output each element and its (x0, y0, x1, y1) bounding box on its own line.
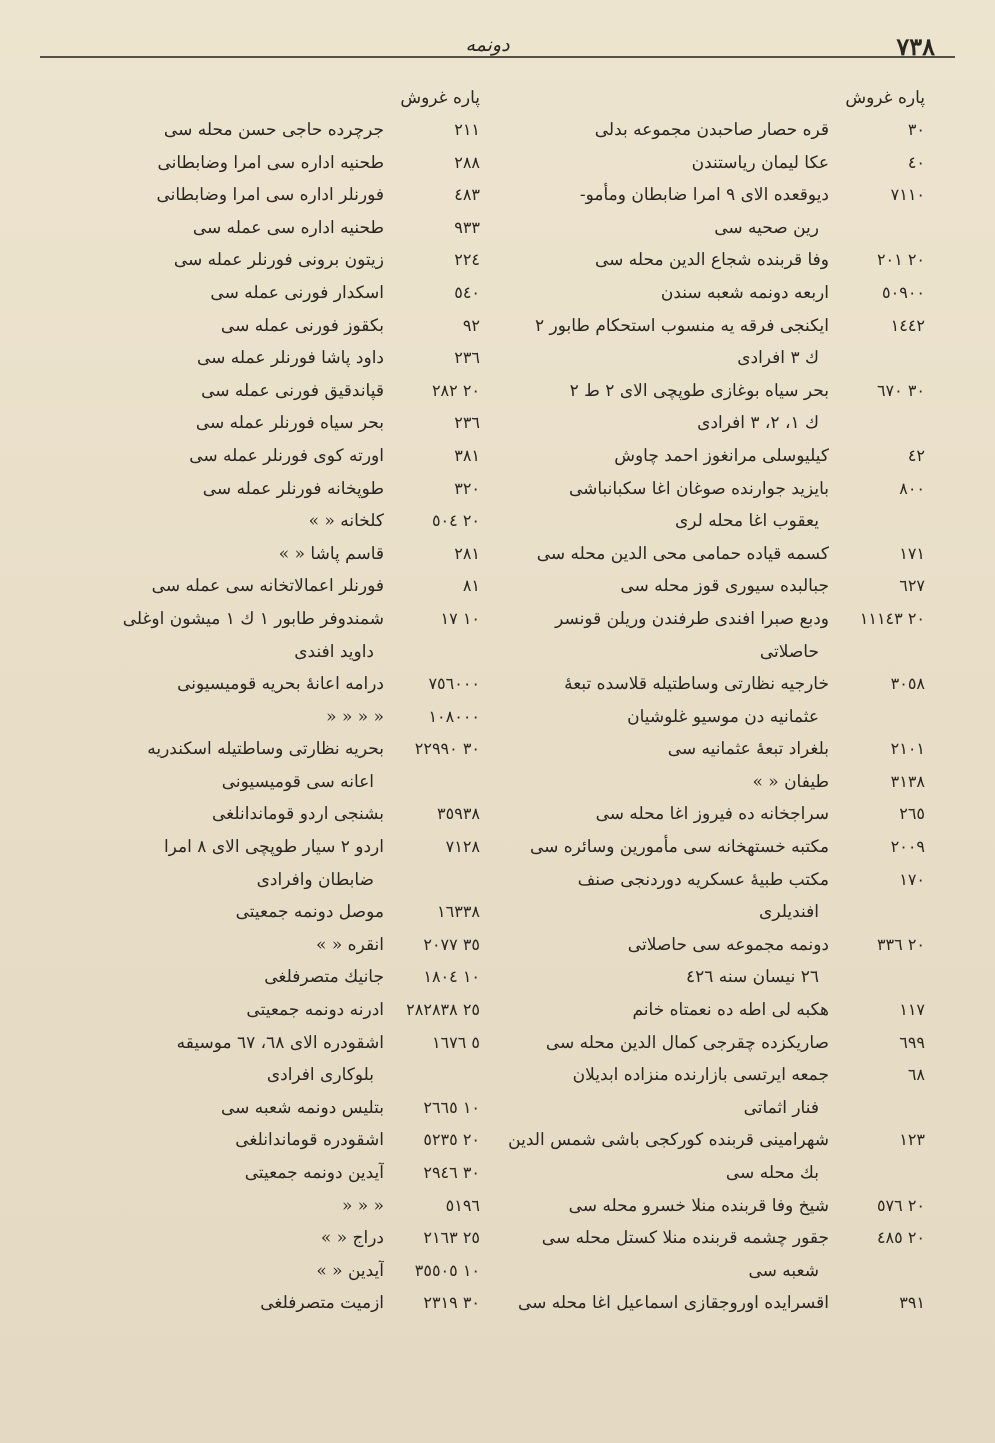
entry-text: جقور چشمه قربنده منلا كستل محله سى (541, 1228, 829, 1249)
amount: ٢٥ ٢٨٢٨٣٨ (406, 1000, 480, 1020)
amount: ٢٣٦ (454, 348, 480, 368)
header-rule (40, 56, 955, 58)
entry-text: داود پاشا فورنلر عمله سى (196, 348, 384, 369)
entry-text: بتليس دونمه شعبه سى (220, 1097, 384, 1118)
entry-text: موصل دونمه جمعيتى (235, 902, 384, 923)
amount: ٣١٣٨ (890, 771, 925, 791)
list-item (480, 342, 925, 375)
entry-text: بشنجى اردو قوماندانلغى (212, 804, 384, 825)
list-item (480, 896, 925, 929)
list-item (35, 1255, 480, 1288)
amount: ٨٠٠ (899, 478, 925, 498)
list-item (35, 766, 480, 799)
amount: ٢٠ ٥٢٣٥ (423, 1130, 480, 1150)
entry-text: قاسم پاشا « » (278, 543, 384, 564)
amount: ٥٤٠ (454, 282, 480, 302)
list-item (480, 473, 925, 506)
entry-text: ادرنه دونمه جمعيتى (246, 1000, 384, 1021)
list-item (35, 244, 480, 277)
entry-text: ودبع صبرا افندى طرفندن وريلن قونسر (555, 608, 829, 629)
amount: ٤٢ (907, 445, 925, 465)
entry-list (480, 114, 925, 1320)
entry-text: جبالبده سيورى قوز محله سى (620, 576, 829, 597)
list-item (480, 766, 925, 799)
amount: ٣٩١ (899, 1293, 925, 1313)
entry-text: قپاندقيق فورنى عمله سى (201, 380, 384, 401)
entry-text: اعانه سى قوميسيونى (221, 771, 374, 792)
entry-text: بك محله سى (725, 1163, 819, 1183)
list-item (480, 1092, 925, 1125)
list-item (480, 733, 925, 766)
list-item (35, 1124, 480, 1157)
entry-text: داويد افندى (294, 641, 374, 662)
amount: ٢٥ ٢١٦٣ (423, 1228, 480, 1248)
amount: ٢٠٠٩ (890, 837, 925, 857)
list-item (35, 1092, 480, 1125)
list-item (35, 896, 480, 929)
list-item (35, 473, 480, 506)
amount: ٧١١٠ (890, 185, 925, 205)
list-item (480, 1124, 925, 1157)
list-item (480, 407, 925, 440)
list-item (480, 1287, 925, 1320)
entry-text: « « « « (326, 706, 384, 727)
list-item (35, 375, 480, 408)
list-item (35, 440, 480, 473)
entry-text: ضابطان وافرادى (256, 869, 374, 890)
entry-text: فورنلر اداره سى امرا وضابطانى (156, 185, 384, 206)
entry-text: كلخانه « » (308, 511, 384, 532)
list-item (480, 701, 925, 734)
list-item (480, 603, 925, 636)
left-column (35, 82, 480, 1422)
amount: ٤٠ (907, 152, 925, 172)
list-item (480, 929, 925, 962)
entry-text: بايزيد جوارنده صوغان اغا سكبانباشى (568, 478, 829, 499)
entry-text: اسكدار فورنى عمله سى (210, 282, 384, 303)
amount: ٣٠ ٢٢٩٩٠ (414, 739, 480, 759)
list-item (35, 994, 480, 1027)
entry-text: ك ٣ افرادى (737, 348, 819, 369)
entry-text: « « « (341, 1195, 384, 1216)
amount: ٦٩٩ (899, 1032, 925, 1052)
list-item (480, 831, 925, 864)
amount: ٣٠ ٦٧٠ (876, 380, 925, 400)
amount: ٢٠ ٢٨٢ (431, 380, 480, 400)
amount: ٧١٢٨ (445, 837, 480, 857)
list-item (480, 1027, 925, 1060)
column-heading: پاره غروش (845, 88, 925, 108)
list-item (480, 179, 925, 212)
list-item (480, 636, 925, 669)
entry-text: حاصلاتى (759, 641, 819, 662)
entry-text: عثمانيه دن موسيو غلوشيان (627, 706, 819, 727)
amount: ٨١ (462, 576, 480, 596)
amount: ٣٥٩٣٨ (437, 804, 480, 824)
list-item (480, 668, 925, 701)
amount: ٢٠ ٥٧٦ (876, 1195, 925, 1215)
entry-text: مكتب طبيۀ عسكريه دوردنجى صنف (577, 869, 829, 890)
entry-text: ك ١، ٢، ٣ افرادى (697, 413, 819, 434)
entry-text: فورنلر اعمالاتخانه سى عمله سى (151, 576, 384, 597)
entry-text: طحنيه اداره سى امرا وضابطانى (157, 152, 384, 173)
entry-text: جمعه ايرتسى بازارنده منزاده ابديلان (572, 1065, 829, 1086)
entry-text: دراج « » (320, 1228, 384, 1249)
amount: ٣٠ (907, 120, 925, 139)
entry-text: آيدين « » (316, 1260, 384, 1281)
column-heading: پاره غروش (400, 88, 480, 108)
list-item (35, 798, 480, 831)
entry-text: صاريكزده چقرجى كمال الدين محله سى (545, 1032, 829, 1053)
amount: ١٠ ٣٥٥٠٥ (414, 1260, 480, 1280)
list-item (35, 570, 480, 603)
amount: ٣٥ ٢٠٧٧ (423, 934, 480, 954)
list-item (480, 570, 925, 603)
entry-text: شمندوفر طابور ١ ك ١ ميشون اوغلى (122, 608, 384, 629)
entry-text: اردو ٢ سيار طوپچى الاى ٨ امرا (163, 837, 384, 858)
entry-text: طيفان « » (752, 771, 829, 792)
list-item (480, 1157, 925, 1190)
list-item (480, 1255, 925, 1288)
list-item (35, 1059, 480, 1092)
amount: ٢٦٥ (899, 804, 925, 824)
entry-text: اورته كوى فورنلر عمله سى (189, 445, 384, 466)
amount: ١١٧ (899, 1000, 925, 1020)
amount: ١٧٠ (899, 869, 925, 889)
list-item (35, 733, 480, 766)
amount: ٢١١ (454, 120, 480, 139)
list-item (35, 1222, 480, 1255)
amount: ٧٥٦٠٠٠ (428, 674, 480, 694)
entry-text: بحريه نظارتى وساطتيله اسكندريه (147, 739, 384, 760)
amount: ٢٨١ (454, 543, 480, 563)
list-item (35, 864, 480, 897)
entry-text: اشقودره قوماندانلغى (235, 1130, 384, 1151)
running-head: دونمه (465, 34, 510, 56)
amount: ٢٣٦ (454, 413, 480, 433)
entry-text: رين صحيه سى (714, 217, 819, 238)
amount: ٤٨٣ (454, 185, 480, 205)
amount: ١٧١ (899, 543, 925, 563)
list-item (480, 114, 925, 147)
page-header (40, 28, 935, 68)
entry-text: ديوقعده الاى ٩ امرا ضابطان ومأمو- (579, 185, 829, 206)
page-number: ٧٣٨ (896, 32, 935, 61)
amount: ٢٠ ٣٣٦ (876, 934, 925, 954)
entry-text: شعبه سى (748, 1260, 819, 1281)
list-item (480, 244, 925, 277)
list-item (480, 798, 925, 831)
entry-text: طحنيه اداره سى عمله سى (192, 217, 384, 238)
list-item (35, 961, 480, 994)
amount: ٥٠٩٠٠ (882, 282, 925, 302)
list-item (35, 505, 480, 538)
list-item (480, 310, 925, 343)
amount: ٩٣٣ (454, 217, 480, 237)
amount: ٣٢٠ (454, 478, 480, 498)
amount: ٢١٠١ (890, 739, 925, 759)
amount: ٣٨١ (454, 445, 480, 465)
entry-text: سراجخانه ده فيروز اغا محله سى (595, 804, 829, 825)
amount: ١٠٨٠٠٠ (428, 706, 480, 726)
entry-text: ايكنجى فرقه يه منسوب استحكام طابور ٢ (534, 315, 829, 336)
entry-text: كسمه قياده حمامى محى الدين محله سى (536, 543, 829, 564)
amount: ٦٨ (907, 1065, 925, 1085)
amount: ٣٠ ٢٩٤٦ (423, 1163, 480, 1182)
entry-text: وفا قربنده شجاع الدين محله سى (594, 250, 829, 271)
amount: ٦٢٧ (899, 576, 925, 596)
amount: ٢٢٤ (454, 250, 480, 270)
entry-text: بلغراد تبعۀ عثمانيه سى (667, 739, 829, 760)
entry-text: قره حصار صاحبدن مجموعه بدلى (594, 120, 829, 140)
list-item (480, 147, 925, 180)
list-item (35, 538, 480, 571)
list-item (480, 864, 925, 897)
list-item (35, 407, 480, 440)
entry-text: كيليوسلى مرانغوز احمد چاوش (614, 445, 829, 466)
entry-text: هكبه لى اطه ده نعمتاه خانم (632, 1000, 829, 1021)
amount: ٢٠ ١١١٤٣ (859, 608, 925, 628)
list-item (35, 342, 480, 375)
amount: ١٠ ١٨٠٤ (423, 967, 480, 987)
amount: ٢٠ ٤٨٥ (876, 1228, 925, 1248)
entry-text: آيدين دونمه جمعيتى (244, 1163, 384, 1183)
list-item (480, 375, 925, 408)
entry-list (35, 114, 480, 1320)
entry-text: شهرامينى قربنده كوركجى باشى شمس الدين (508, 1130, 829, 1151)
list-item (35, 1027, 480, 1060)
list-item (480, 277, 925, 310)
list-item (35, 212, 480, 245)
entry-text: عكا ليمان رياستندن (691, 152, 829, 173)
entry-text: بحر سياه بوغازى طوپچى الاى ٢ ط ٢ (569, 380, 829, 401)
list-item (480, 505, 925, 538)
list-item (480, 440, 925, 473)
entry-text: جرچرده حاجى حسن محله سى (163, 120, 384, 140)
amount: ٣٠ ٢٣١٩ (423, 1293, 480, 1313)
list-item (35, 1190, 480, 1223)
amount: ٣٠٥٨ (890, 674, 925, 694)
entry-text: درامه اعانۀ بحريه قوميسيونى (177, 674, 384, 695)
entry-text: اربعه دونمه شعبه سندن (660, 282, 829, 303)
list-item (35, 277, 480, 310)
list-item (35, 668, 480, 701)
amount: ٥١٩٦ (445, 1195, 480, 1215)
list-item (35, 929, 480, 962)
list-item (35, 701, 480, 734)
right-column (480, 82, 925, 1422)
entry-text: بلوكارى افرادى (266, 1065, 374, 1086)
list-item (480, 538, 925, 571)
entry-text: اشقودره الاى ٦٨، ٦٧ موسيقه (176, 1032, 384, 1053)
entry-text: اقسرايده اوروجقازى اسماعيل اغا محله سى (517, 1293, 829, 1314)
entry-text: طوپخانه فورنلر عمله سى (202, 478, 384, 499)
entry-text: افنديلرى (759, 902, 819, 923)
list-item (35, 310, 480, 343)
list-item (480, 212, 925, 245)
entry-text: انقره « » (316, 934, 384, 955)
entry-text: ٢٦ نيسان سنه ٤٢٦ (685, 967, 819, 988)
amount: ١٠ ٢٦٦٥ (423, 1097, 480, 1117)
amount: ٢٨٨ (454, 152, 480, 172)
list-item (35, 636, 480, 669)
list-item (35, 603, 480, 636)
list-item (35, 831, 480, 864)
entry-text: خارجيه نظارتى وساطتيله قلاسده تبعۀ (564, 674, 829, 695)
list-item (480, 1190, 925, 1223)
amount: ١٢٣ (899, 1130, 925, 1150)
list-item (480, 1222, 925, 1255)
amount: ٢٠ ٢٠١ (876, 250, 925, 270)
entry-text: دونمه مجموعه سى حاصلاتى (627, 934, 829, 955)
list-item (35, 1287, 480, 1320)
entry-text: فنار اثماتى (743, 1097, 819, 1118)
entry-text: يعقوب اغا محله لرى (674, 511, 819, 532)
amount: ١٠ ١٧ (440, 608, 480, 628)
entry-text: جانيك متصرفلغى (264, 967, 384, 988)
list-item (35, 114, 480, 147)
list-item (35, 1157, 480, 1190)
entry-text: زيتون برونى فورنلر عمله سى (173, 250, 384, 271)
amount: ٢٠ ٥٠٤ (431, 511, 480, 531)
list-item (480, 994, 925, 1027)
amount: ٥ ١٦٧٦ (431, 1032, 480, 1052)
amount: ١٤٤٢ (890, 315, 925, 335)
list-item (35, 147, 480, 180)
amount: ٩٢ (462, 315, 480, 335)
entry-text: بحر سياه فورنلر عمله سى (195, 413, 384, 434)
entry-text: بكقوز فورنى عمله سى (220, 315, 384, 336)
entry-text: ازميت متصرفلغى (260, 1293, 384, 1314)
amount: ١٦٣٣٨ (437, 902, 480, 922)
entry-text: شيخ وفا قربنده منلا خسرو محله سى (568, 1195, 829, 1216)
list-item (35, 179, 480, 212)
list-item (480, 961, 925, 994)
list-item (480, 1059, 925, 1092)
entry-text: مكتبه خستهخانه سى مأمورين وسائره سى (529, 837, 829, 858)
